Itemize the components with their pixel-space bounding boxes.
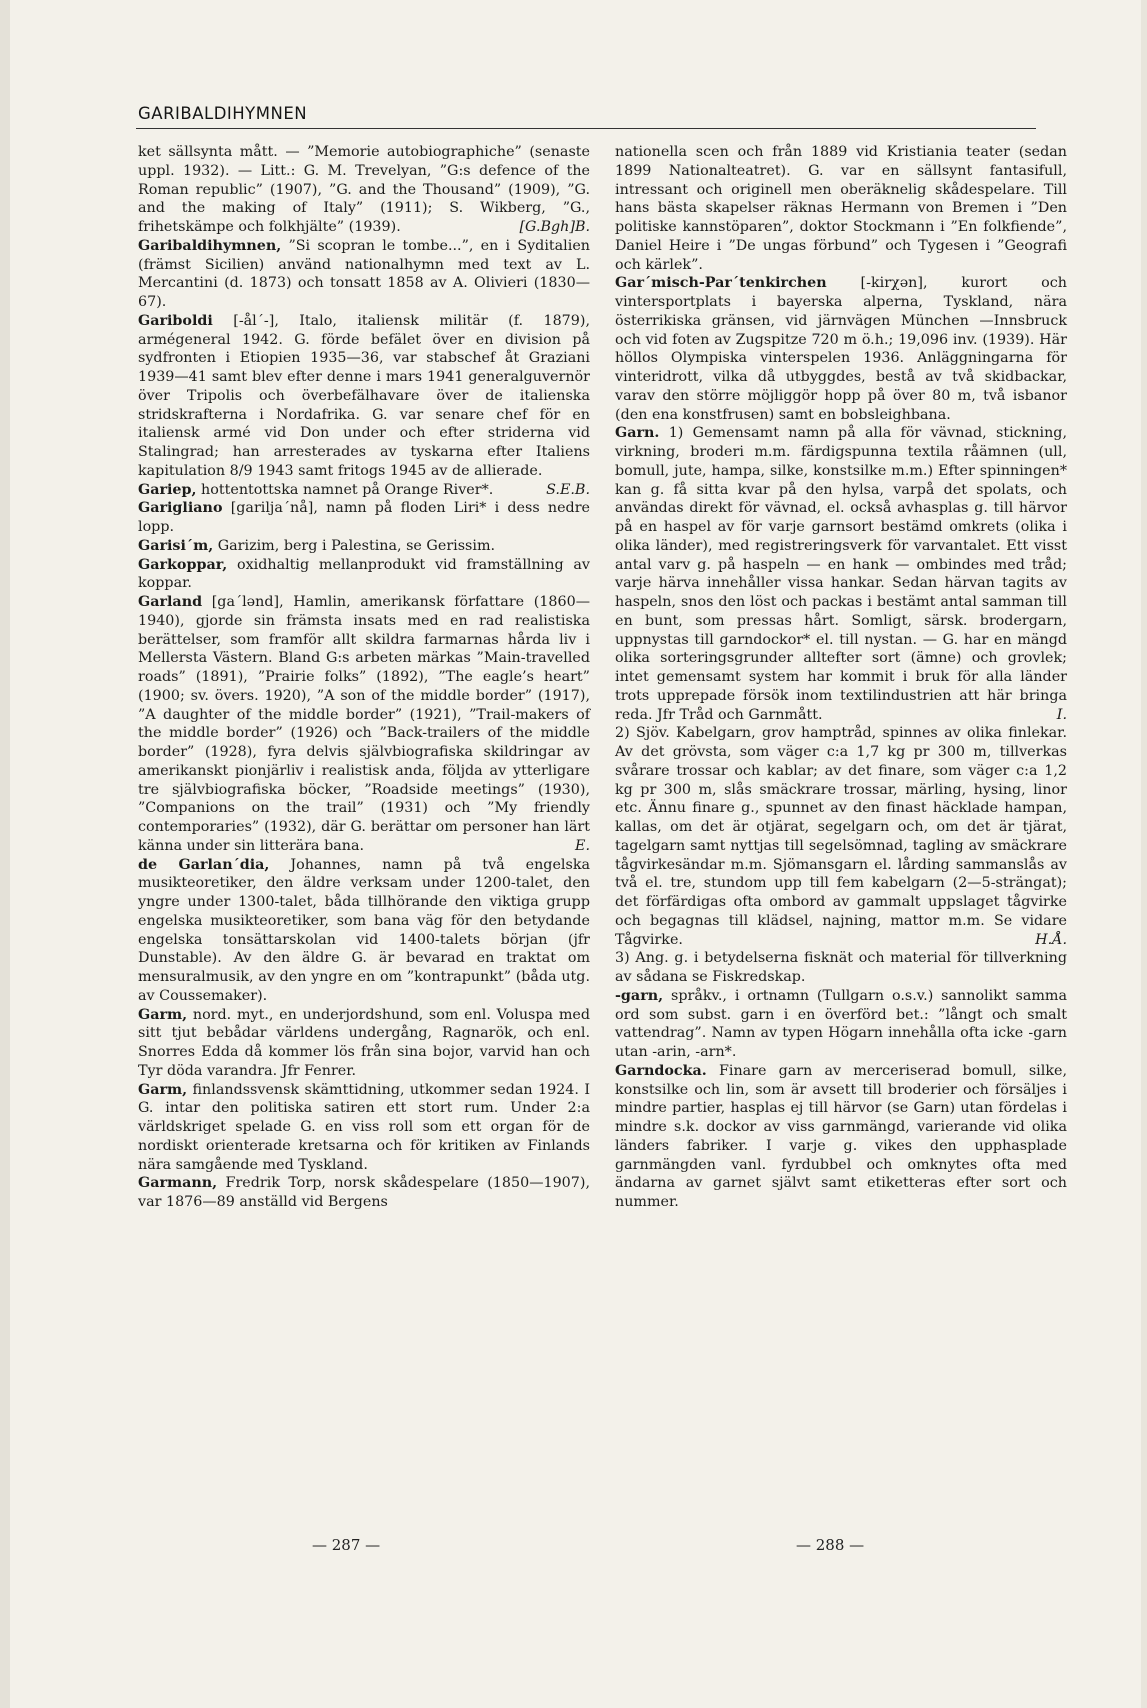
entry-text: Fredrik Torp, norsk skådespelare (1850—1907), var 1876—89 anställd vid Bergens xyxy=(138,1175,590,1210)
dictionary-entry xyxy=(615,143,1067,274)
dictionary-entry xyxy=(138,856,590,1006)
dictionary-entry xyxy=(138,1006,590,1081)
dictionary-entry xyxy=(138,143,590,237)
entry-headword: Gariep, xyxy=(138,481,197,498)
dictionary-entry xyxy=(615,949,1067,987)
entry-text: finlandssvensk skämttidning, utkommer sedan 1924. I G. intar den politiska satiren ett stort rum. Under 2:a världskriget spelade G. en viss roll som ett organ för de nordiskt orienterade kretsarna och för kritiken av Finlands nära samgående med Tyskland. xyxy=(138,1081,590,1173)
page-number-left: — 287 — xyxy=(312,1536,381,1554)
entry-text: nationella scen och från 1889 vid Kristiania teater (sedan 1899 Nationalteatret). G. var en sällsynt fantasifull, intressant och originell men oberäknelig skådespelare. Till hans bästa skapelser räknas Hermann von Bremen i ”Den politiske kannstöparen”, doktor Stockmann i ”En folkfiende”, Daniel Heire i ”De ungas förbund” och Tygesen i ”Geografi och kärlek”. xyxy=(615,144,1067,273)
running-head: GARIBALDIHYMNEN xyxy=(138,104,308,123)
entry-headword: Garigliano xyxy=(138,500,223,517)
dictionary-entry xyxy=(138,499,590,537)
entry-headword: Garland xyxy=(138,594,203,610)
dictionary-entry xyxy=(615,1062,1067,1212)
entry-text: [-ål´-], Italo, italiensk militär (f. 1879), armégeneral 1942. G. förde befälet över en division på sydfronten i Etiopien 1935—36, var stabschef åt Graziani 1939—41 samt blev efter denne i mars 1941 generalguvernör över Tripolis och överbefälhavare över de italienska stridskrafterna i Nordafrika. G. var senare chef för en italiensk armé vid Don under och efter striderna vid Stalingrad; han arresterades av tyskarna efter Italiens kapitulation 8/9 1943 samt fritogs 1945 av de allierade. xyxy=(138,312,590,479)
entry-text: [-kirχən], kurort och vintersportplats i bayerska alperna, Tyskland, nära österrikiska gränsen, vid järnvägen München —Innsbruck och vid foten av Zugspitze 720 m ö.h.; 19,096 inv. (1939). Här höllos Olympiska vinterspelen 1936. Anläggningarna för vinteridrott, vilka då utbyggdes, bestå av två skidbackar, varav den större möjliggör hopp på över 80 m, två isbanor (den ena konstfrusen) samt en bobsleighbana. xyxy=(615,275,1067,423)
entry-text: Finare garn av merceriserad bomull, silke, konstsilke och lin, som är avsett till broderier och försäljes i mindre partier, hasplas ej till härvor (se Garn) utan fördelas i mindre s.k. dockor av viss garnmängd, varierande vid olika länders fabriker. I varje g. vikes den upphasplade garnmängden vanl. fyrdubbel och omknytes ofta med ändarna av garnet självt samt etiketteras efter sort och nummer. xyxy=(615,1062,1067,1210)
entry-headword: Garibaldihymnen, xyxy=(138,237,282,254)
dictionary-entry xyxy=(615,987,1067,1062)
entry-text: språkv., i ortnamn (Tullgarn o.s.v.) sannolikt samma ord som subst. garn i en överförd bet.: ”långt och smalt vattendrag”. Namn av typen Högarn innehålla ofta icke -garn utan -arin, -arn*. xyxy=(615,987,1067,1060)
author-signature: H.Å. xyxy=(1035,931,1067,948)
author-signature: I. xyxy=(1056,706,1067,723)
author-signature: E. xyxy=(575,837,590,854)
entry-text: [garilja´nå], namn på floden Liri* i dess nedre lopp. xyxy=(138,500,590,535)
entry-headword: de Garlan´dia, xyxy=(138,856,270,873)
entry-headword: Gar´misch-Par´tenkirchen xyxy=(615,275,827,292)
dictionary-entry xyxy=(138,481,590,500)
dictionary-entry xyxy=(138,556,590,594)
entry-text: Garizim, berg i Palestina, se Gerissim. xyxy=(213,537,496,554)
entry-text: ”Si scopran le tombe...”, en i Syditalien (främst Sicilien) använd nationalhymn med text av L. Mercantini (d. 1873) och tonsatt 1858 av A. Olivieri (1830—67). xyxy=(138,237,590,310)
left-column xyxy=(138,143,590,1212)
entry-headword: Garisi´m, xyxy=(138,537,214,554)
entry-text: nord. myt., en underjordshund, som enl. Voluspa med sitt tjut bebådar världens undergång, Ragnarök, och enl. Snorres Edda då kommer lös från sina bojor, varvid han och Tyr döda varandra. Jfr Fenrer. xyxy=(138,1006,590,1079)
entry-headword: Garm, xyxy=(138,1006,188,1023)
entry-headword: -garn, xyxy=(615,987,664,1004)
entry-headword: Garmann, xyxy=(138,1175,218,1192)
entry-headword: Garm, xyxy=(138,1081,188,1098)
author-signature: S.E.B. xyxy=(546,481,590,498)
dictionary-entry xyxy=(138,237,590,312)
entry-text: ket sällsynta mått. — ”Memorie autobiographiche” (senaste uppl. 1932). — Litt.: G. M. Trevelyan, ”G:s defence of the Roman republic” (1907), ”G. and the Thousand” (1909), ”G. and the making of Italy” (1911); S. Wikberg, ”G., frihetskämpe och folkhjälte” (1939). xyxy=(138,144,590,235)
right-column xyxy=(615,143,1067,1212)
dictionary-entry xyxy=(615,274,1067,424)
entry-text: 3) Ang. g. i betydelserna fisknät och material för tillverkning av sådana se Fiskredskap. xyxy=(615,950,1067,985)
dictionary-entry xyxy=(138,1174,590,1212)
entry-text: hottentottska namnet på Orange River*. xyxy=(196,481,494,498)
dictionary-entry xyxy=(138,537,590,556)
author-signature: [G.Bgh]B. xyxy=(519,219,590,235)
page-number-right: — 288 — xyxy=(796,1536,865,1554)
entry-headword: Garndocka. xyxy=(615,1062,707,1079)
dictionary-entry xyxy=(138,593,590,856)
entry-headword: Garkoppar, xyxy=(138,556,228,573)
dictionary-entry xyxy=(615,724,1067,949)
header-rule xyxy=(136,128,1036,129)
entry-text: [ga´lənd], Hamlin, amerikansk författare (1860—1940), gjorde sin främsta insats med en rad realistiska berättelser, som framför allt skildra farmarnas hårda liv i Mellersta Västern. Bland G:s arbeten märkas ”Main-travelled roads” (1891), ”Prairie folks” (1892), ”The eagle’s heart” (1900; sv. övers. 1920), ”A son of the middle border” (1917), ”A daughter of the middle border” (1921), ”Trail-makers of the middle border” (1926) och ”Back-trailers of the middle border” (1928), fyra delvis självbiografiska skildringar av amerikanskt pionjärliv i realistisk anda, följda av ytterligare tre självbiografiska böcker, ”Roadside meetings” (1930), ”Companions on the trail” (1931) och ”My friendly contemporaries” (1932), där G. berättar om personer han lärt känna under sin litterära bana. xyxy=(138,594,590,854)
entry-headword: Garn. xyxy=(615,425,660,442)
dictionary-entry xyxy=(615,424,1067,724)
entry-headword: Gariboldi xyxy=(138,312,213,329)
entry-text: oxidhaltig mellanprodukt vid framställning av koppar. xyxy=(138,556,590,592)
dictionary-entry xyxy=(138,1081,590,1175)
entry-text: 1) Gemensamt namn på alla för vävnad, stickning, virkning, broderi m.m. färdigspunna textila råämnen (ull, bomull, jute, hampa, silke, konstsilke m.m.) Efter spinningen* kan g. få sitta kvar på den hylsa, varpå det spolats, och användas direkt för vävnad, el. också avhasplas g. till härvor på en haspel av för varje garnsort bestämd omkrets (olika i olika länder), med registreringsverk för varvantalet. Ett visst antal varv g. på haspeln — en hank — ombindes med tråd; varje härva innehåller vissa hankar. Sedan härvan tagits av haspeln, snos den löst och packas i bestämt antal samman till en bunt, som pressas hårt. Somligt, särsk. brodergarn, uppnystas till garndockor* el. till nystan. — G. har en mängd olika sorteringsgrunder alltefter sort (ämne) och grovlek; intet gemensamt system har kommit i bruk för alla länder trots upprepade försök inom textilindustrien att här bringa reda. Jfr Tråd och Garnmått. xyxy=(615,425,1067,723)
entry-text: Johannes, namn på två engelska musikteoretiker, den äldre verksam under 1200-talet, den yngre under 1300-talet, båda tillhörande den viktiga grupp engelska musikteoretiker, som bana väg för den betydande engelska tonsättarskolan vid 1400-talets början (jfr Dunstable). Av den äldre G. är bevarad en traktat om mensuralmusik, av den yngre en om ”kontrapunkt” (båda utg. av Coussemaker). xyxy=(138,856,591,1004)
entry-text: 2) Sjöv. Kabelgarn, grov hamptråd, spinnes av olika finlekar. Av det grövsta, som väger c:a 1,7 kg pr 300 m, tillverkas svårare trossar och kablar; av det finare, som väger c:a 1,2 kg pr 300 m, slås smäckrare trossar, märling, hysing, linor etc. Ännu finare g., spunnet av den finast häcklade hampan, kallas, om det är otjärat, segelgarn och, om det är tjärat, tagelgarn samt nyttjas till segelsömnad, tagling av smäckrare tågvirkesändar m.m. Sjömansgarn el. lårding sammanslås av två el. tre, stundom upp till fem kabelgarn (2—5-strängat); det förfärdigas ofta ombord av gammalt uppslaget tågvirke och begagnas till klädsel, najning, mattor m.m. Se vidare Tågvirke. xyxy=(615,725,1067,948)
